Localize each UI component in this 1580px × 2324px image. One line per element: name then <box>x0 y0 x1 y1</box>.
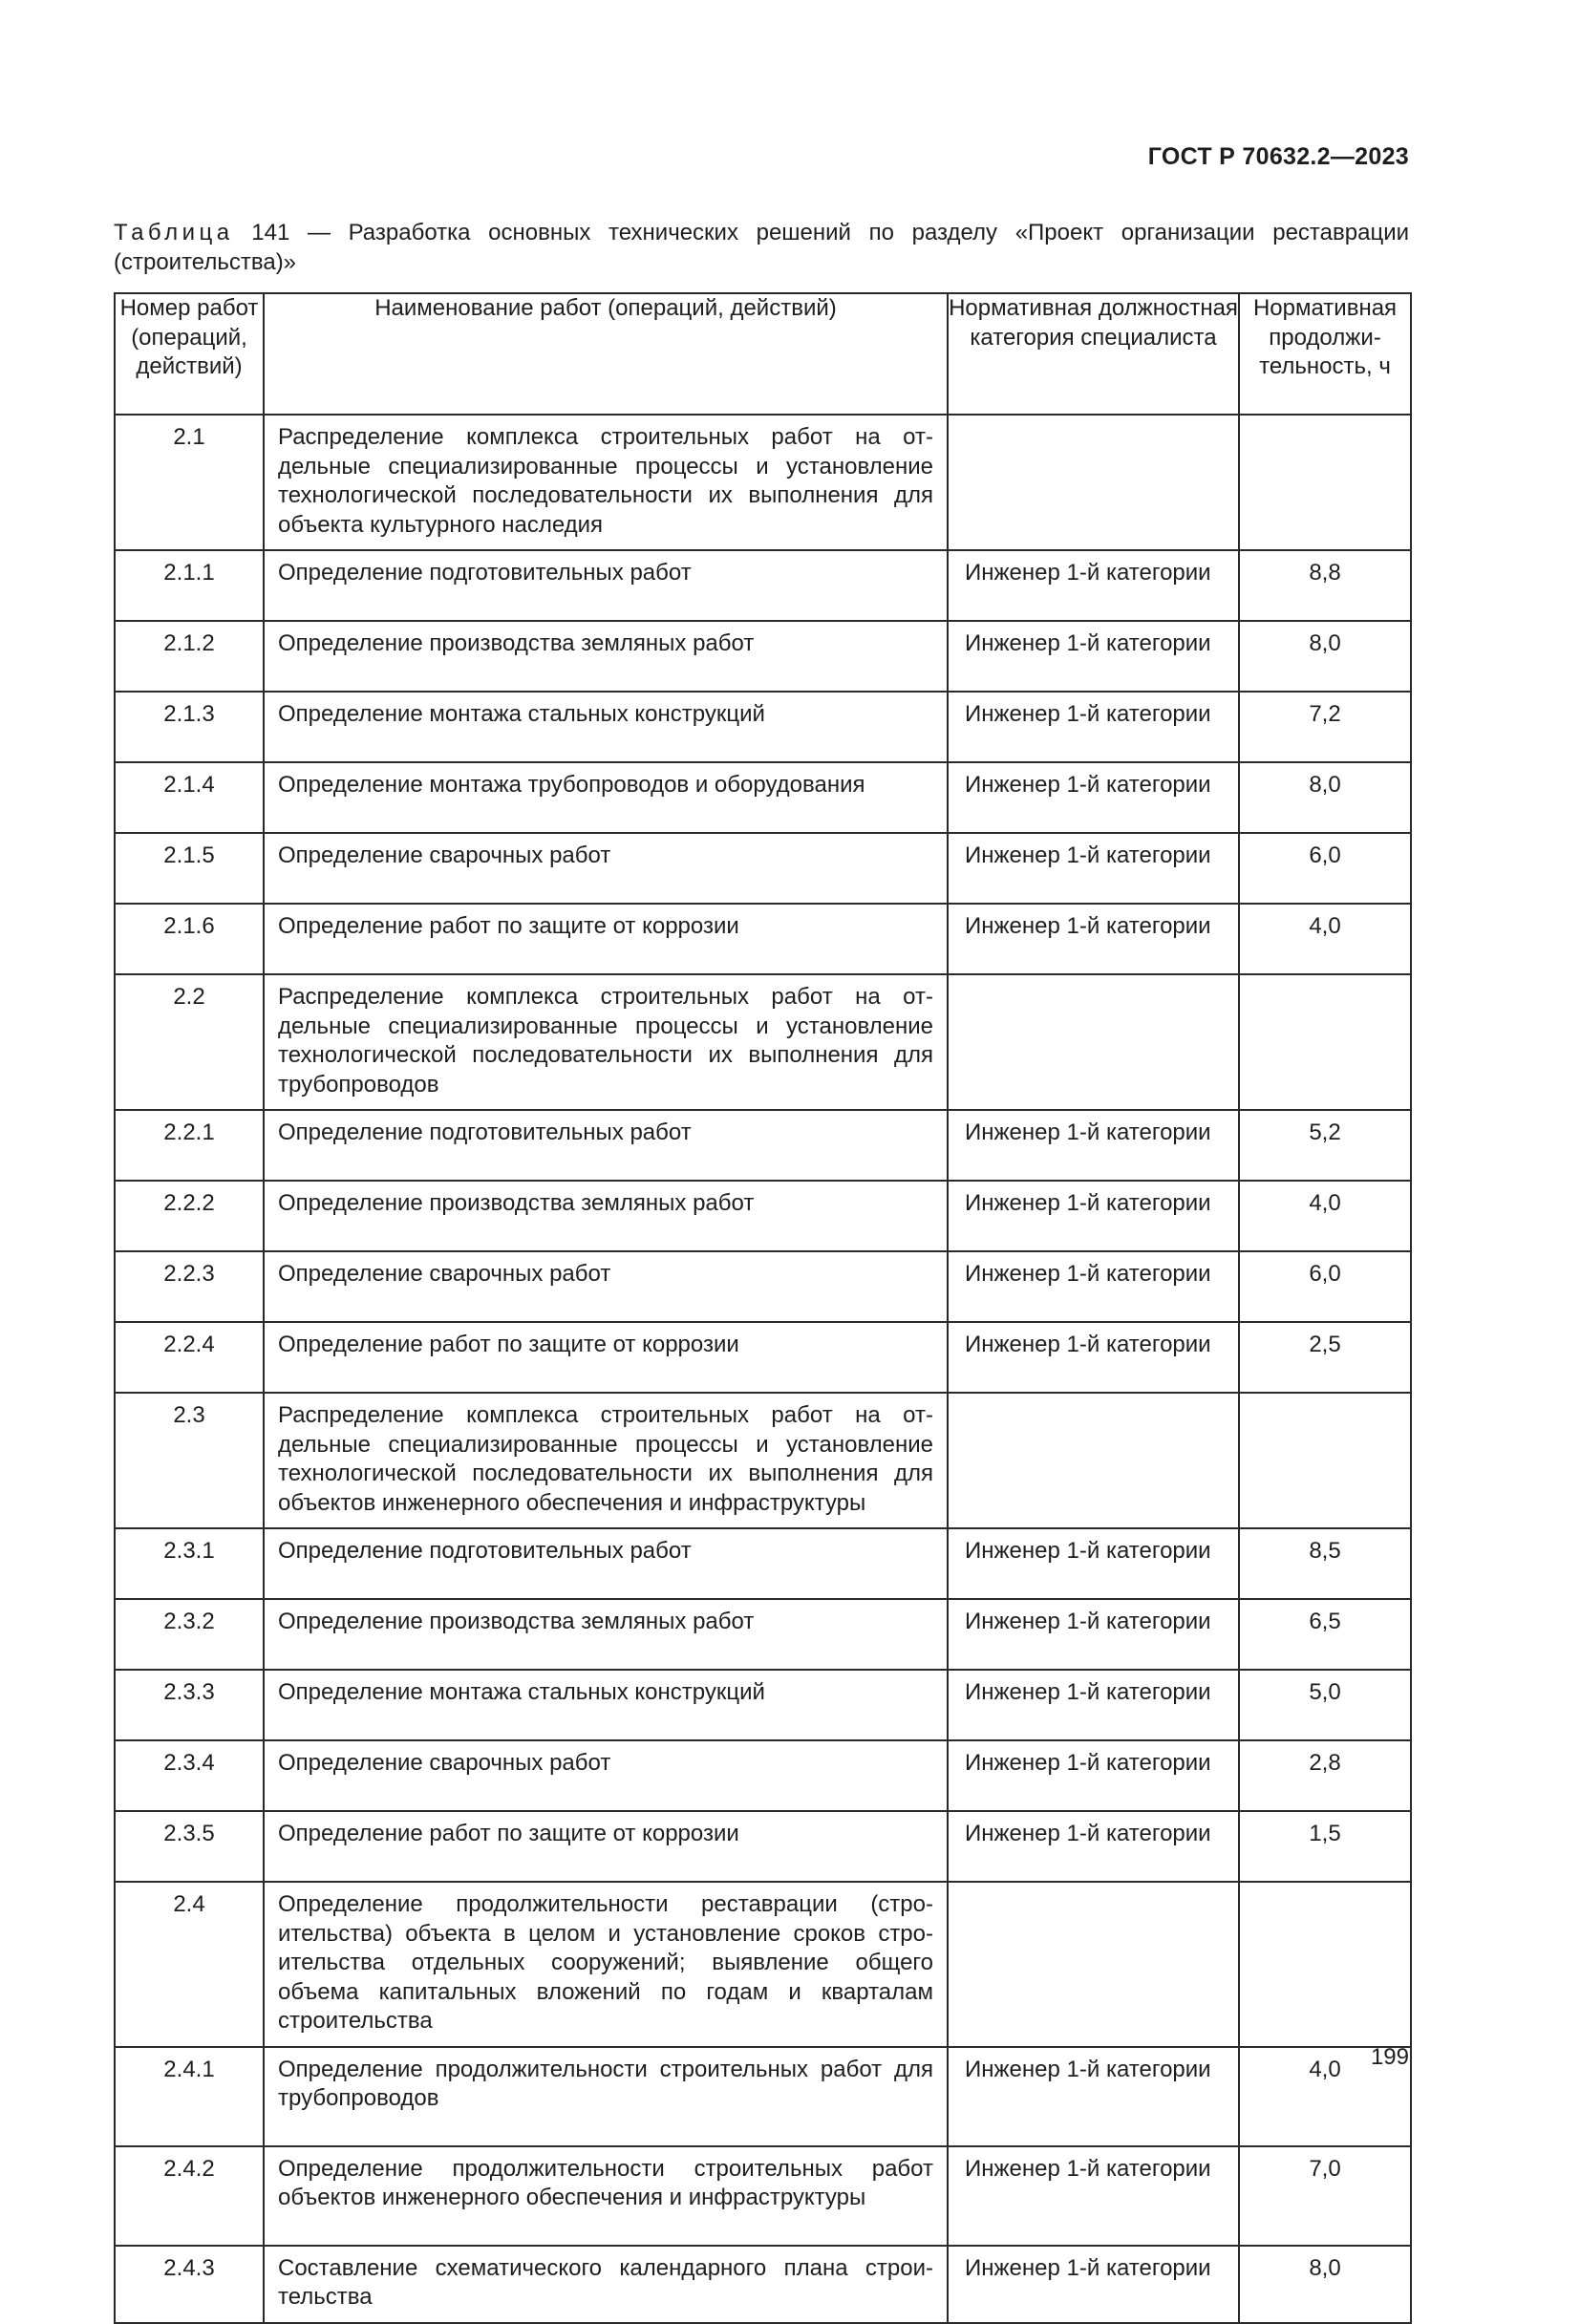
table-row <box>115 904 1411 974</box>
row-category-cell: Инженер 1-й категории <box>948 1110 1239 1181</box>
row-category-cell: Инженер 1-й категории <box>948 2047 1239 2146</box>
header-category: Нормативная должностная категория специалиста <box>948 293 1239 415</box>
row-duration-cell: 2,8 <box>1239 1740 1411 1811</box>
row-category-cell: Инженер 1-й категории <box>948 621 1239 692</box>
row-name-cell: Определение сварочных работ <box>264 1740 948 1811</box>
row-name-cell: Распределение комплекса строительных работ на от-дельные специализированные процессы и установление технологической последовательности их выполнения для трубопроводов <box>264 974 948 1110</box>
row-name-cell: Определение монтажа стальных конструкций <box>264 1670 948 1740</box>
row-name-cell: Определение монтажа стальных конструкций <box>264 692 948 762</box>
row-name-cell: Определение производства земляных работ <box>264 1599 948 1670</box>
row-duration-cell: 4,0 <box>1239 1181 1411 1251</box>
row-num-cell: 2.3.3 <box>115 1670 264 1740</box>
table-row <box>115 762 1411 833</box>
table-row <box>115 2047 1411 2146</box>
table-header-row <box>115 293 1411 415</box>
row-category-cell <box>948 415 1239 550</box>
row-duration-cell: 7,0 <box>1239 2146 1411 2246</box>
row-num-cell: 2.1.5 <box>115 833 264 904</box>
row-name-cell: Определение работ по защите от коррозии <box>264 1811 948 1882</box>
row-name-cell: Определение продолжительности реставрации (стро-ительства) объекта в целом и установление сроков стро-ительства отдельных сооружений; выявление общего объема капитальных вложений по годам и кварталам строительства <box>264 1882 948 2047</box>
row-num-cell: 2.2.4 <box>115 1322 264 1393</box>
row-duration-cell: 8,0 <box>1239 2246 1411 2323</box>
row-category-cell: Инженер 1-й категории <box>948 1322 1239 1393</box>
row-duration-cell: 6,0 <box>1239 1251 1411 1322</box>
table-row <box>115 1181 1411 1251</box>
header-duration: Нормативная продолжи-тельность, ч <box>1239 293 1411 415</box>
row-duration-cell <box>1239 974 1411 1110</box>
row-duration-cell <box>1239 1882 1411 2047</box>
row-duration-cell: 4,0 <box>1239 904 1411 974</box>
row-duration-cell <box>1239 415 1411 550</box>
row-category-cell: Инженер 1-й категории <box>948 762 1239 833</box>
row-name-cell: Определение работ по защите от коррозии <box>264 904 948 974</box>
header-name: Наименование работ (операций, действий) <box>264 293 948 415</box>
row-duration-cell: 8,8 <box>1239 550 1411 621</box>
row-num-cell: 2.3.5 <box>115 1811 264 1882</box>
row-name-cell: Определение подготовительных работ <box>264 1528 948 1599</box>
row-name-cell: Составление схематического календарного плана строи-тельства <box>264 2246 948 2323</box>
row-category-cell: Инженер 1-й категории <box>948 692 1239 762</box>
table-caption-label: Таблица <box>114 220 234 245</box>
row-num-cell: 2.2.1 <box>115 1110 264 1181</box>
row-num-cell: 2.1.1 <box>115 550 264 621</box>
document-code: ГОСТ Р 70632.2—2023 <box>1147 143 1409 170</box>
row-category-cell: Инженер 1-й категории <box>948 550 1239 621</box>
table-row <box>115 1110 1411 1181</box>
table-row <box>115 550 1411 621</box>
table-row <box>115 1670 1411 1740</box>
row-name-cell: Определение сварочных работ <box>264 1251 948 1322</box>
row-category-cell <box>948 1882 1239 2047</box>
table-row <box>115 1740 1411 1811</box>
table-row <box>115 1599 1411 1670</box>
works-table <box>114 292 1412 2324</box>
row-category-cell: Инженер 1-й категории <box>948 1599 1239 1670</box>
row-name-cell: Определение подготовительных работ <box>264 550 948 621</box>
row-num-cell: 2.1.2 <box>115 621 264 692</box>
row-num-cell: 2.3.4 <box>115 1740 264 1811</box>
row-category-cell: Инженер 1-й категории <box>948 904 1239 974</box>
table-row <box>115 1882 1411 2047</box>
row-duration-cell: 8,5 <box>1239 1528 1411 1599</box>
row-name-cell: Определение сварочных работ <box>264 833 948 904</box>
row-num-cell: 2.4.1 <box>115 2047 264 2146</box>
row-duration-cell: 6,5 <box>1239 1599 1411 1670</box>
table-row <box>115 1528 1411 1599</box>
table-row <box>115 833 1411 904</box>
row-name-cell: Определение продолжительности строительных работ для трубопроводов <box>264 2047 948 2146</box>
row-duration-cell: 4,0 <box>1239 2047 1411 2146</box>
row-num-cell: 2.4 <box>115 1882 264 2047</box>
row-name-cell: Распределение комплекса строительных работ на от-дельные специализированные процессы и установление технологической последовательности их выполнения для объекта культурного наследия <box>264 415 948 550</box>
page-number: 199 <box>1370 2044 1409 2070</box>
row-category-cell: Инженер 1-й категории <box>948 2246 1239 2323</box>
row-duration-cell: 5,2 <box>1239 1110 1411 1181</box>
row-name-cell: Определение производства земляных работ <box>264 1181 948 1251</box>
table-row <box>115 2146 1411 2246</box>
row-category-cell <box>948 974 1239 1110</box>
row-duration-cell: 6,0 <box>1239 833 1411 904</box>
row-category-cell: Инженер 1-й категории <box>948 1811 1239 1882</box>
row-num-cell: 2.1.3 <box>115 692 264 762</box>
table-row <box>115 621 1411 692</box>
row-category-cell: Инженер 1-й категории <box>948 1181 1239 1251</box>
table-row <box>115 1251 1411 1322</box>
row-name-cell: Определение подготовительных работ <box>264 1110 948 1181</box>
row-category-cell: Инженер 1-й категории <box>948 1670 1239 1740</box>
row-num-cell: 2.2.2 <box>115 1181 264 1251</box>
table-caption <box>114 218 1409 277</box>
row-num-cell: 2.2 <box>115 974 264 1110</box>
row-num-cell: 2.3 <box>115 1393 264 1528</box>
row-name-cell: Распределение комплекса строительных работ на от-дельные специализированные процессы и установление технологической последовательности их выполнения для объектов инженерного обеспечения и инфраструктуры <box>264 1393 948 1528</box>
row-category-cell: Инженер 1-й категории <box>948 833 1239 904</box>
row-category-cell: Инженер 1-й категории <box>948 1740 1239 1811</box>
row-category-cell: Инженер 1-й категории <box>948 1251 1239 1322</box>
row-duration-cell <box>1239 1393 1411 1528</box>
row-num-cell: 2.1 <box>115 415 264 550</box>
table-row <box>115 415 1411 550</box>
row-duration-cell: 8,0 <box>1239 621 1411 692</box>
row-category-cell <box>948 1393 1239 1528</box>
row-duration-cell: 1,5 <box>1239 1811 1411 1882</box>
row-category-cell: Инженер 1-й категории <box>948 1528 1239 1599</box>
table-caption-text: 141 — Разработка основных технических решений по разделу «Проект организации реставрации (строительства)» <box>114 220 1409 275</box>
table-row <box>115 2246 1411 2323</box>
row-num-cell: 2.1.4 <box>115 762 264 833</box>
row-duration-cell: 8,0 <box>1239 762 1411 833</box>
table-row <box>115 974 1411 1110</box>
row-num-cell: 2.3.2 <box>115 1599 264 1670</box>
row-num-cell: 2.1.6 <box>115 904 264 974</box>
row-duration-cell: 7,2 <box>1239 692 1411 762</box>
row-name-cell: Определение работ по защите от коррозии <box>264 1322 948 1393</box>
row-num-cell: 2.2.3 <box>115 1251 264 1322</box>
row-name-cell: Определение монтажа трубопроводов и оборудования <box>264 762 948 833</box>
row-name-cell: Определение продолжительности строительных работ объектов инженерного обеспечения и инфраструктуры <box>264 2146 948 2246</box>
row-category-cell: Инженер 1-й категории <box>948 2146 1239 2246</box>
table-row <box>115 692 1411 762</box>
row-num-cell: 2.4.2 <box>115 2146 264 2246</box>
header-num: Номер работ (операций, действий) <box>115 293 264 415</box>
row-name-cell: Определение производства земляных работ <box>264 621 948 692</box>
row-duration-cell: 5,0 <box>1239 1670 1411 1740</box>
row-duration-cell: 2,5 <box>1239 1322 1411 1393</box>
table-row <box>115 1322 1411 1393</box>
table-row <box>115 1393 1411 1528</box>
row-num-cell: 2.4.3 <box>115 2246 264 2323</box>
table-row <box>115 1811 1411 1882</box>
row-num-cell: 2.3.1 <box>115 1528 264 1599</box>
